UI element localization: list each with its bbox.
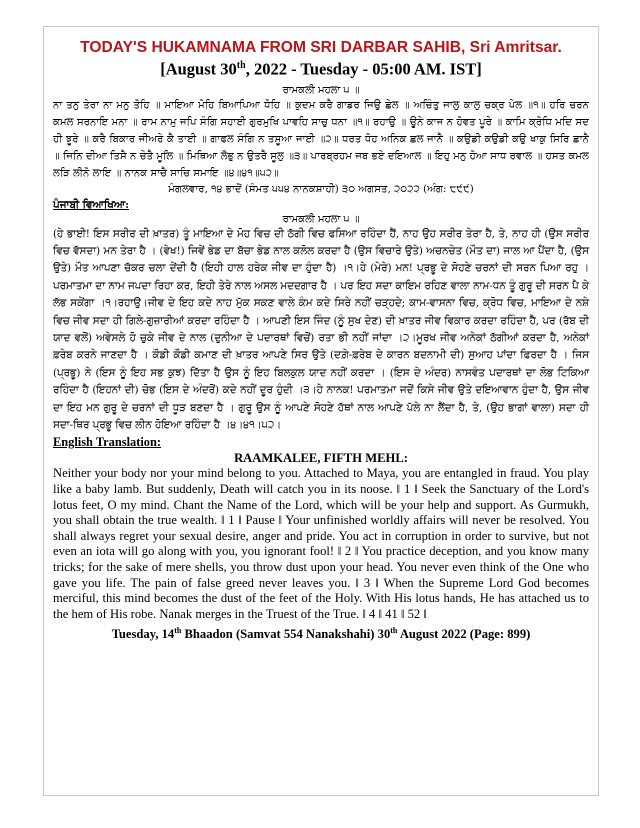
date-open: [August 30 <box>160 59 237 79</box>
gurbani-heading: ਰਾਮਕਲੀ ਮਹਲਾ ੫ ॥ <box>282 84 360 96</box>
footer-part3: August 2022 (Page: 899) <box>397 627 531 642</box>
english-heading: RAAMKALEE, FIFTH MEHL: <box>234 451 408 466</box>
date-sup: th <box>236 60 246 71</box>
gurbani-date-line: ਮੰਗਲਵਾਰ, ੧੪ ਭਾਦੋਂ (ਸੰਮਤ ੫੫੪ ਨਾਨਕਸ਼ਾਹੀ) ੩੦ ਅਗਸਤ, ੨੦੨੨ (ਅੰਗ: ੮੯੯) <box>168 183 474 195</box>
gurbani-text: ਨਾ ਤਨੁ ਤੇਰਾ ਨਾ ਮਨੁ ਤੋਹਿ ॥ ਮਾਇਆ ਮੋਹਿ ਬਿਆਪਿਆ ਧੋਹਿ ॥ ਕੁਦਮ ਕਰੈ ਗਾਡਰ ਜਿਉ ਛੇਲ ॥ ਅਚਿੰਤੁ ਜਾਲੁ ਕਾਲੁ ਚਕ੍ਰ ਪੇਲ ॥੧॥ ਹਰਿ ਚਰਨ ਕਮਲ ਸਰਨਾਇ ਮਨਾ ॥ ਰਾਮ ਨਾਮੁ ਜਪਿ ਸੰਗਿ ਸਹਾਈ ਗੁਰਮੁਖਿ ਪਾਵਹਿ ਸਾਚੁ ਧਨਾ ॥੧॥ ਰਹਾਉ ॥ ਊਨੇ ਕਾਜ ਨ ਹੋਵਤ ਪੂਰੇ ॥ ਕਾਮਿ ਕ੍ਰੋਧਿ ਮਦਿ ਸਦ ਹੀ ਝੂਰੇ ॥ ਕਰੈ ਬਿਕਾਰ ਜੀਅਰੇ ਕੈ ਤਾਈ ॥ ਗਾਫਲ ਸੰਗਿ ਨ ਤਸੂਆ ਜਾਈ ॥੨॥ ਧਰਤ ਧੋਹ ਅਨਿਕ ਛਲ ਜਾਨੈ ॥ ਕਉਡੀ ਕਉਡੀ ਕਉ ਖਾਕੁ ਸਿਰਿ ਛਾਨੈ ॥ ਜਿਨਿ ਦੀਆ ਤਿਸੈ ਨ ਚੇਤੈ ਮੂਲਿ ॥ ਮਿਥਿਆ ਲੋਭੁ ਨ ਉਤਰੈ ਸੂਲੁ ॥੩॥ ਪਾਰਬ੍ਰਹਮ ਜਬ ਭਏ ਦਇਆਲ ॥ ਇਹੁ ਮਨੁ ਹੋਆ ਸਾਧ ਰਵਾਲ ॥ ਹਸਤ ਕਮਲ ਲੜਿ ਲੀਨੋ ਲਾਇ ॥ ਨਾਨਕ ਸਾਚੈ ਸਾਚਿ ਸਮਾਇ ॥੪॥੪੧॥੫੨॥ <box>53 99 589 179</box>
english-text: Neither your body nor your mind belong to you. Attached to Maya, you are entangled in fraud. You play like a baby lamb. But suddenly, Death will catch you in its noose. ‖ 1 ‖ Seek the Sanctuary of the Lord's lotus feet, O my mind. Chant the Name of the Lord, which will be your help and support. As Gurmukh, you shall obtain the true wealth. ‖ 1 ‖ Pause ‖ Your unfinished worldly affairs will never be resolved. You shall always regret your sexual desire, anger and pride. You act in corruption in order to survive, but not even an iota will go along with you, you ignorant fool! ‖ 2 ‖ You practice deception, and you know many tricks; for the sake of mere shells, you throw dust upon your head. You never even think of the One who gave you life. The pain of false greed never leaves you. ‖ 3 ‖ When the Supreme Lord God becomes merciful, this mind becomes the dust of the feet of the Holy. With His lotus hands, He has attached us to the hem of His robe. Nanak merges in the Truest of the True. ‖ 4 ‖ 41 ‖ 52 ‖ <box>53 466 589 621</box>
punjabi-text: (ਹੇ ਭਾਈ! ਇਸ ਸਰੀਰ ਦੀ ਖ਼ਾਤਰ) ਤੂੰ ਮਾਇਆ ਦੇ ਮੋਹ ਵਿਚ ਦੀ ਠੱਗੀ ਵਿਚ ਫਸਿਆ ਰਹਿੰਦਾ ਹੈਂ, ਨਾਹ ਉਹ ਸਰੀਰ ਤੇਰਾ ਹੈ, ਤੇ, ਨਾਹ ਹੀ (ਉਸ ਸਰੀਰ ਵਿਚ ਵੱਸਦਾ) ਮਨ ਤੇਰਾ ਹੈ । (ਵੇਖ!) ਜਿਵੇਂ ਭੇਡ ਦਾ ਬੱਚਾ ਭੇਡ ਨਾਲ ਕਲੋਲ ਕਰਦਾ ਹੈ (ਉਸ ਵਿਚਾਰੇ ਉਤੇ) ਅਚਨਚੇਤ (ਮੌਤ ਦਾ) ਜਾਲ ਆ ਪੈਂਦਾ ਹੈ, (ਉਸ ਉਤੇ) ਮੌਤ ਆਪਣਾ ਚੱਕਰ ਚਲਾ ਦੇਂਦੀ ਹੈ (ਇਹੀ ਹਾਲ ਹਰੇਕ ਜੀਵ ਦਾ ਹੁੰਦਾ ਹੈ) ।੧।ਹੇ (ਮੇਰੇ) ਮਨ! ਪ੍ਰਭੂ ਦੇ ਸੋਹਣੇ ਚਰਨਾਂ ਦੀ ਸਰਨ ਪਿਆ ਰਹੁ । ਪਰਮਾਤਮਾ ਦਾ ਨਾਮ ਜਪਦਾ ਰਿਹਾ ਕਰ, ਇਹੀ ਤੇਰੇ ਨਾਲ ਅਸਲ ਮਦਦਗਾਰ ਹੈ । ਪਰ ਇਹ ਸਦਾ ਕਾਇਮ ਰਹਿਣ ਵਾਲਾ ਨਾਮ-ਧਨ ਤੂੰ ਗੁਰੂ ਦੀ ਸਰਨ ਪੈ ਕੇ ਲੱਭ ਸਕੇਂਗਾ ।੧।ਰਹਾਉ।ਜੀਵ ਦੇ ਇਹ ਕਦੇ ਨਾਹ ਮੁੱਕ ਸਕਣ ਵਾਲੇ ਕੰਮ ਕਦੇ ਸਿਰੇ ਨਹੀਂ ਚੜ੍ਹਦੇ; ਕਾਮ-ਵਾਸਨਾ ਵਿਚ, ਕ੍ਰੋਧ ਵਿਚ, ਮਾਇਆ ਦੇ ਨਸ਼ੇ ਵਿਚ ਜੀਵ ਸਦਾ ਹੀ ਗਿਲੇ-ਗੁਜ਼ਾਰੀਆਂ ਕਰਦਾ ਰਹਿੰਦਾ ਹੈ । ਆਪਣੀ ਇਸ ਜਿੰਦ (ਨੂੰ ਸੁਖ ਦੇਣ) ਦੀ ਖ਼ਾਤਰ ਜੀਵ ਵਿਕਾਰ ਕਰਦਾ ਰਹਿੰਦਾ ਹੈ, ਪਰ (ਰੱਬ ਦੀ ਯਾਦ ਵਲੋਂ) ਅਵੇਸਲੇ ਹੋ ਚੁਕੇ ਜੀਵ ਦੇ ਨਾਲ (ਦੁਨੀਆ ਦੇ ਪਦਾਰਥਾਂ ਵਿਚੋਂ) ਰਤਾ ਭੀ ਨਹੀਂ ਜਾਂਦਾ ।੨।ਮੂਰਖ ਜੀਵ ਅਨੇਕਾਂ ਠੱਗੀਆਂ ਕਰਦਾ ਹੈ, ਅਨੇਕਾਂ ਫ਼ਰੇਬ ਕਰਨੇ ਜਾਣਦਾ ਹੈ । ਕੌਡੀ ਕੌਡੀ ਕਮਾਣ ਦੀ ਖ਼ਾਤਰ ਆਪਣੇ ਸਿਰ ਉਤੇ (ਦਗ਼ੇ-ਫ਼ਰੇਬ ਦੇ ਕਾਰਨ ਬਦਨਾਮੀ ਦੀ) ਸੁਆਹ ਪਾਂਦਾ ਫਿਰਦਾ ਹੈ । ਜਿਸ (ਪ੍ਰਭੂ) ਨੇ (ਇਸ ਨੂੰ ਇਹ ਸਭ ਕੁਝ) ਦਿੱਤਾ ਹੈ ਉਸ ਨੂੰ ਇਹ ਬਿਲਕੁਲ ਯਾਦ ਨਹੀਂ ਕਰਦਾ । (ਇਸ ਦੇ ਅੰਦਰ) ਨਾਸਵੰਤ ਪਦਾਰਥਾਂ ਦਾ ਲੋਭ ਟਿਕਿਆ ਰਹਿੰਦਾ ਹੈ (ਇਹਨਾਂ ਦੀ) ਚੋਭ (ਇਸ ਦੇ ਅੰਦਰੋਂ) ਕਦੇ ਨਹੀਂ ਦੂਰ ਹੁੰਦੀ ।੩।ਹੇ ਨਾਨਕ! ਪਰਮਾਤਮਾ ਜਦੋਂ ਕਿਸੇ ਜੀਵ ਉਤੇ ਦਇਆਵਾਨ ਹੁੰਦਾ ਹੈ, ਉਸ ਜੀਵ ਦਾ ਇਹ ਮਨ ਗੁਰੂ ਦੇ ਚਰਨਾਂ ਦੀ ਧੂੜ ਬਣਦਾ ਹੈ । ਗੁਰੂ ਉਸ ਨੂੰ ਆਪਣੇ ਸੋਹਣੇ ਹੱਥਾਂ ਨਾਲ ਆਪਣੇ ਪੱਲੇ ਨਾ ਲੈਂਦਾ ਹੈ, ਤੇ, (ਉਹ ਭਾਗਾਂ ਵਾਲਾ) ਸਦਾ ਹੀ ਸਦਾ-ਥਿਰ ਪ੍ਰਭੂ ਵਿਚ ਲੀਨ ਹੋਇਆ ਰਹਿੰਦਾ ਹੈ ।੪।੪੧।੫੨। <box>53 227 589 431</box>
punjabi-section-label: ਪੰਜਾਬੀ ਵਿਆਖਿਆ: <box>53 198 129 211</box>
page-title: TODAY'S HUKAMNAMA FROM SRI DARBAR SAHIB, Sri Amritsar. <box>80 39 562 56</box>
punjabi-heading: ਰਾਮਕਲੀ ਮਹਲਾ ੫ ॥ <box>282 213 360 225</box>
footer-sup2: th <box>390 626 398 636</box>
footer-sup1: th <box>174 626 182 636</box>
footer-part2: Bhaadon (Samvat 554 Nanakshahi) 30 <box>181 627 391 642</box>
hukamnama-page <box>43 26 599 796</box>
page-date-line <box>53 56 589 79</box>
footer-part1: Tuesday, 14 <box>111 627 175 642</box>
english-section-label: English Translation: <box>53 435 161 450</box>
date-rest: , 2022 - Tuesday - 05:00 AM. IST] <box>245 59 482 79</box>
footer-date-line <box>53 623 589 642</box>
